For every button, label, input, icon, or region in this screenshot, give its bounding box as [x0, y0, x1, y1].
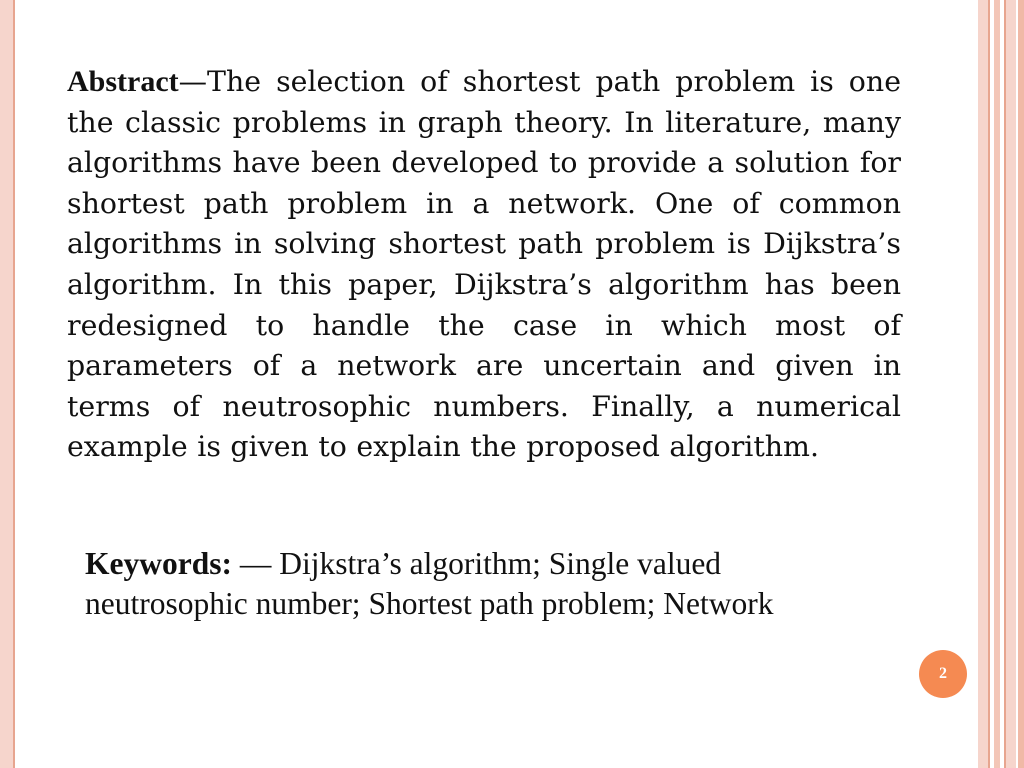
abstract-paragraph — [67, 62, 901, 468]
keywords-text: — Dijkstra’s algorithm; Single valued neutrosophic number; Shortest path problem; Network — [85, 546, 774, 621]
keywords-paragraph — [85, 544, 875, 624]
left-border-decoration — [0, 0, 15, 768]
abstract-text: The selection of shortest path problem is one the classic problems in graph theory. In literature, many algorithms have been developed to provide a solution for shortest path problem in a network. One of common algorithms in solving shortest path problem is Dijkstra’s algorithm. In this paper, Dijkstra’s algorithm has been redesigned to handle the case in which most of parameters of a network are uncertain and given in terms of neutrosophic numbers. Finally, a numerical example is given to explain the proposed algorithm. — [67, 65, 901, 464]
abstract-dash: — — [178, 65, 208, 98]
right-border-decoration — [976, 0, 1024, 768]
keywords-label: Keywords: — [85, 546, 232, 581]
page-number-badge: 2 — [919, 650, 967, 698]
abstract-label: Abstract — [67, 65, 179, 98]
